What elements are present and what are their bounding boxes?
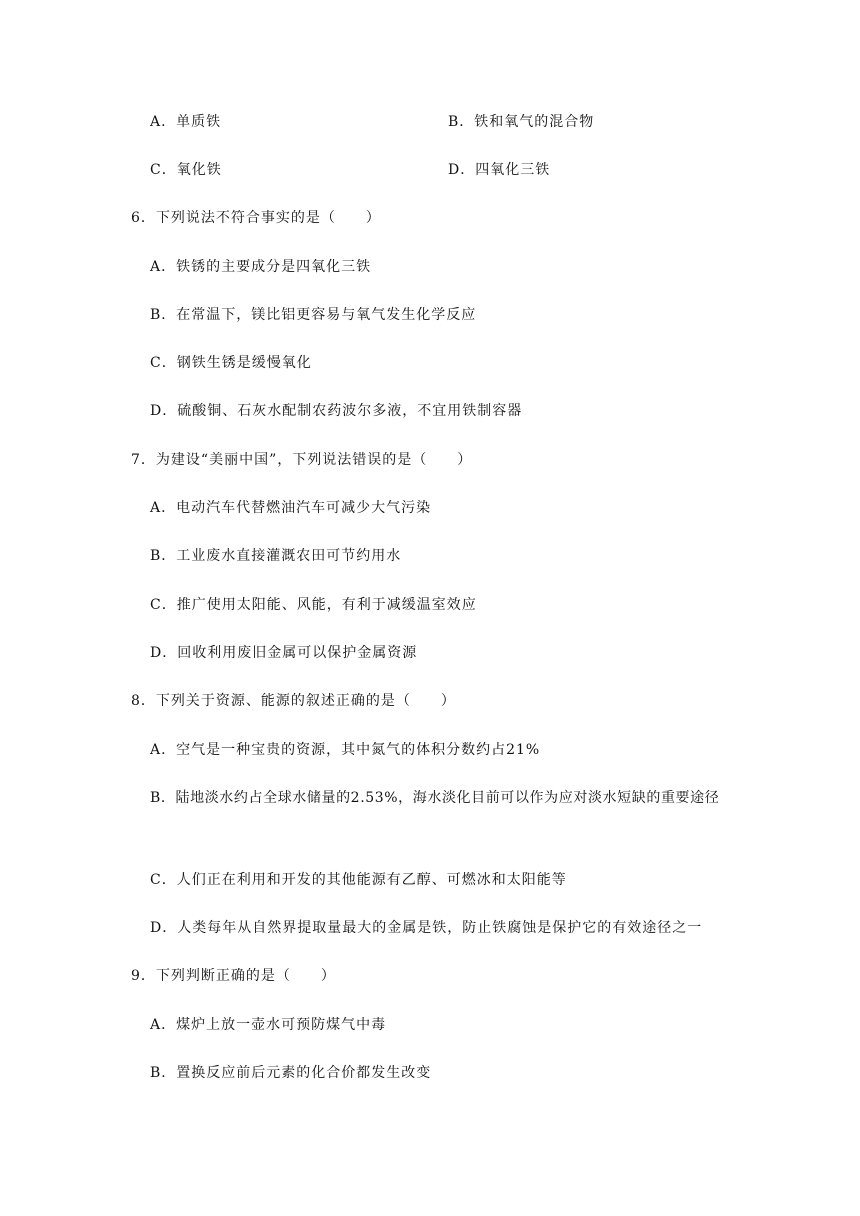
question-8-stem: 8．下列关于资源、能源的叙述正确的是（ ） [131, 693, 456, 709]
option-9a: A．煤炉上放一壶水可预防煤气中毒 [150, 1017, 387, 1033]
option-7c: C．推广使用太阳能、风能，有利于减缓温室效应 [150, 597, 477, 613]
option-8b: B．陆地淡水约占全球水储量的2.53%，海水淡化目前可以作为应对淡水短缺的重要途径 [150, 790, 720, 806]
option-7a: A．电动汽车代替燃油汽车可减少大气污染 [150, 500, 432, 516]
option-8a: A．空气是一种宝贵的资源，其中氮气的体积分数约占21% [150, 742, 541, 758]
option-8d: D．人类每年从自然界提取量最大的金属是铁，防止铁腐蚀是保护它的有效途径之一 [150, 920, 703, 936]
option-6b: B．在常温下，镁比铝更容易与氧气发生化学反应 [150, 307, 477, 323]
option-5a: A．单质铁 [150, 114, 222, 130]
option-9b: B．置换反应前后元素的化合价都发生改变 [150, 1065, 432, 1081]
option-6c: C．钢铁生锈是缓慢氧化 [150, 355, 312, 371]
question-6-stem: 6．下列说法不符合事实的是（ ） [131, 210, 381, 226]
option-6d: D．硫酸铜、石灰水配制农药波尔多液，不宜用铁制容器 [150, 403, 523, 419]
option-7d: D．回收利用废旧金属可以保护金属资源 [150, 645, 418, 661]
option-8c: C．人们正在利用和开发的其他能源有乙醇、可燃冰和太阳能等 [150, 872, 567, 888]
option-6a: A．铁锈的主要成分是四氧化三铁 [150, 259, 372, 275]
option-5b: B．铁和氧气的混合物 [448, 114, 595, 130]
option-7b: B．工业废水直接灌溉农田可节约用水 [150, 548, 402, 564]
option-5c: C．氧化铁 [150, 162, 222, 178]
option-5d: D．四氧化三铁 [448, 162, 551, 178]
question-7-stem: 7．为建设“美丽中国”，下列说法错误的是（ ） [131, 452, 473, 468]
question-9-stem: 9．下列判断正确的是（ ） [131, 968, 336, 984]
